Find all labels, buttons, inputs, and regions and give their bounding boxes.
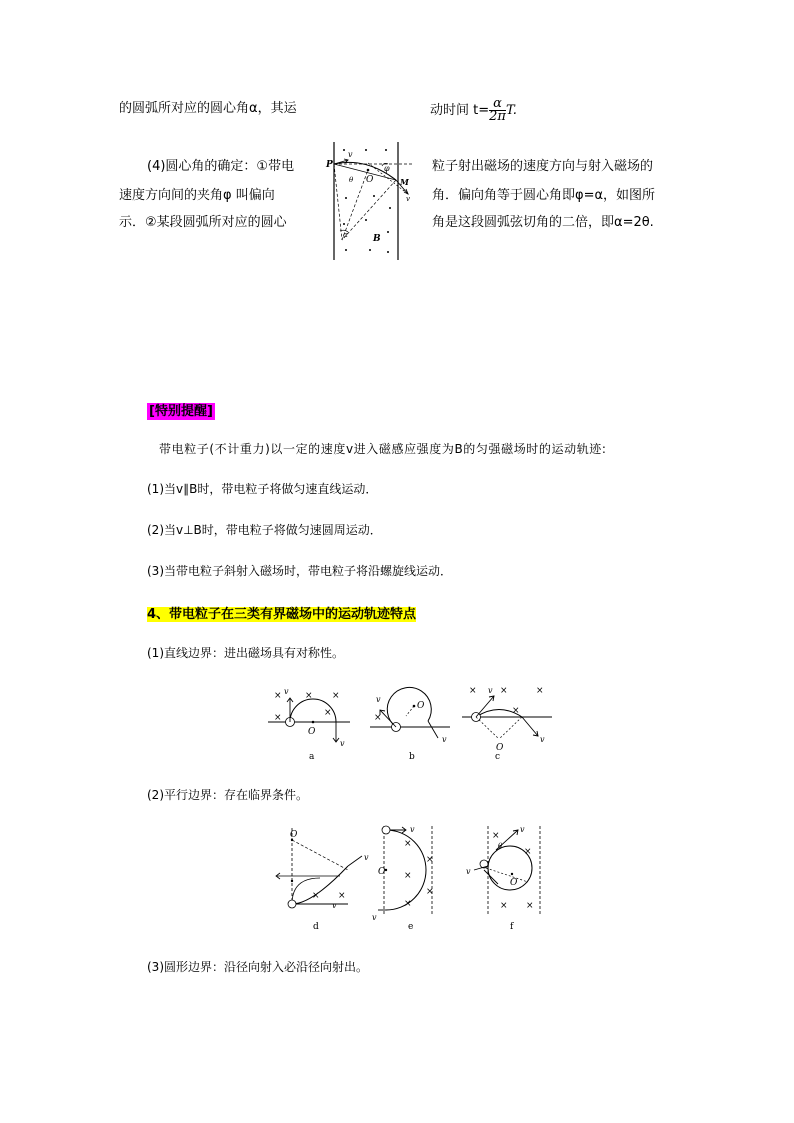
figure-label: v bbox=[332, 901, 337, 910]
label-f: f bbox=[510, 922, 514, 932]
figure-label: × bbox=[426, 855, 434, 865]
figure-label: × bbox=[500, 901, 508, 911]
figure-label: × bbox=[274, 713, 282, 723]
label-B: B bbox=[373, 234, 381, 244]
label-d: d bbox=[313, 922, 319, 932]
figure-label: × bbox=[492, 831, 500, 841]
figure-label: v bbox=[364, 853, 369, 862]
figure-label: × bbox=[536, 686, 544, 696]
label-theta: θ bbox=[349, 176, 354, 184]
figure-label: θ bbox=[498, 842, 503, 850]
label-v: v bbox=[348, 150, 353, 159]
figure-label: × bbox=[426, 887, 434, 897]
figure-a bbox=[268, 687, 350, 762]
figure-label: × bbox=[324, 708, 332, 718]
boundary-item: (2)平行边界：存在临界条件。 bbox=[147, 788, 308, 802]
tip-badge: [特别提醒] bbox=[149, 404, 213, 419]
tip-item: (2)当v⊥B时，带电粒子将做匀速圆周运动． bbox=[147, 523, 382, 537]
label-M: M bbox=[400, 177, 409, 187]
figure-label: × bbox=[332, 691, 340, 701]
tip-intro: 带电粒子(不计重力)以一定的速度v进入磁感应强度为B的匀强磁场时的运动轨迹: bbox=[159, 442, 607, 456]
figure-label: v bbox=[376, 695, 381, 704]
figure-label: × bbox=[524, 847, 532, 857]
label-O: O bbox=[366, 175, 374, 185]
figure-label: × bbox=[512, 706, 520, 716]
figure-label: O bbox=[496, 743, 504, 753]
label-c: c bbox=[495, 752, 501, 762]
label-v: v bbox=[406, 195, 410, 203]
figure-f bbox=[466, 825, 540, 932]
figure-label: × bbox=[305, 691, 313, 701]
fraction-numerator: α bbox=[489, 98, 506, 111]
fraction bbox=[489, 98, 506, 123]
figure-label: v bbox=[442, 735, 447, 744]
text-line: 示．②某段圆弧所对应的圆心 bbox=[119, 215, 287, 230]
figure-label: O bbox=[308, 727, 316, 737]
figure-label: v bbox=[540, 735, 545, 744]
text-line: 的圆弧所对应的圆心角α，其运 bbox=[119, 101, 297, 116]
parallel-boundary-figures bbox=[272, 822, 562, 932]
fraction-denominator: 2π bbox=[489, 109, 506, 124]
figure-label: O bbox=[290, 830, 298, 840]
label-a: a bbox=[309, 752, 315, 762]
straight-boundary-figures bbox=[262, 680, 562, 762]
figure-label: O bbox=[417, 701, 425, 711]
formula-suffix: T. bbox=[505, 103, 517, 118]
boundary-item: (1)直线边界：进出磁场具有对称性。 bbox=[147, 646, 344, 660]
figure-d bbox=[276, 828, 369, 932]
figure-label: v bbox=[340, 739, 345, 748]
figure-label: v bbox=[372, 913, 377, 922]
text-line: (4)圆心角的确定：①带电 bbox=[147, 159, 295, 174]
magnetic-field-figure bbox=[318, 140, 418, 262]
figure-label: O bbox=[378, 867, 386, 877]
figure-c bbox=[462, 686, 552, 762]
formula-line bbox=[430, 98, 517, 123]
text-line: 角是这段圆弧弦切角的二倍，即α=2θ. bbox=[432, 215, 654, 230]
figure-label: × bbox=[374, 713, 382, 723]
text-line: 粒子射出磁场的速度方向与射入磁场的 bbox=[432, 159, 654, 174]
section-heading: 4、带电粒子在三类有界磁场中的运动轨迹特点 bbox=[147, 607, 417, 622]
label-b: b bbox=[409, 752, 415, 762]
figure-label: × bbox=[274, 691, 282, 701]
figure-label: v bbox=[284, 687, 289, 696]
figure-label: O bbox=[510, 878, 518, 888]
figure-label: × bbox=[404, 871, 412, 881]
text-line: 速度方向间的夹角φ 叫偏向 bbox=[119, 188, 275, 203]
figure-label: v bbox=[410, 825, 415, 834]
label-phi: φ bbox=[384, 164, 390, 173]
figure-label: × bbox=[312, 891, 320, 901]
formula-prefix: 动时间 t= bbox=[430, 103, 490, 118]
boundary-item: (3)圆形边界：沿径向射入必沿径向射出。 bbox=[147, 960, 368, 974]
tip-item: (3)当带电粒子斜射入磁场时，带电粒子将沿螺旋线运动． bbox=[147, 564, 453, 578]
figure-label: × bbox=[404, 839, 412, 849]
figure-label: × bbox=[500, 686, 508, 696]
label-alpha: α bbox=[343, 231, 348, 239]
text-line: 角．偏向角等于圆心角即φ=α，如图所 bbox=[432, 188, 656, 203]
figure-b bbox=[370, 687, 450, 762]
figure-label: v bbox=[488, 686, 493, 695]
figure-label: × bbox=[338, 891, 346, 901]
figure-label: v bbox=[520, 825, 525, 834]
label-P: P bbox=[326, 160, 333, 170]
tip-item: (1)当v∥B时，带电粒子将做匀速直线运动． bbox=[147, 482, 378, 496]
figure-label: × bbox=[469, 686, 477, 696]
label-e: e bbox=[408, 922, 414, 932]
figure-e bbox=[372, 825, 434, 932]
figure-label: × bbox=[526, 901, 534, 911]
figure-label: × bbox=[404, 899, 412, 909]
figure-label: v bbox=[466, 867, 471, 876]
